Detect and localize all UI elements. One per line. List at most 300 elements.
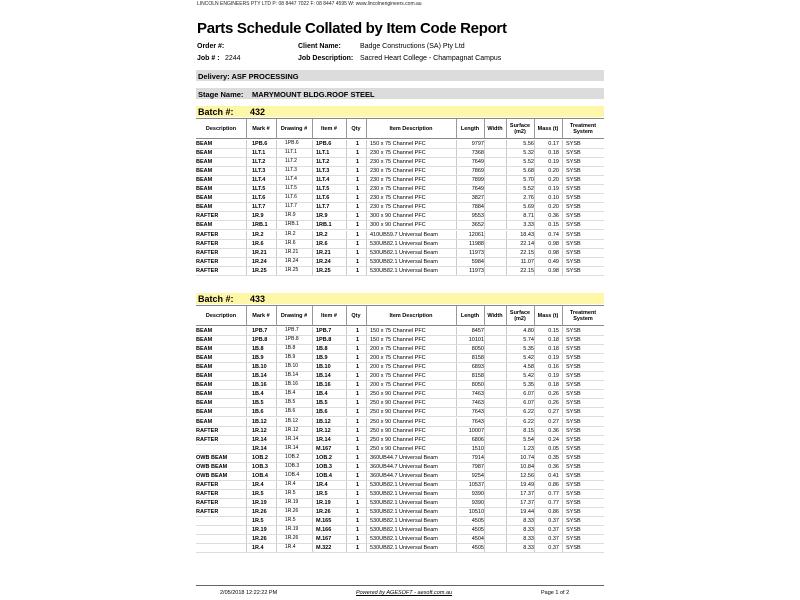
row-mark: 1B.6 xyxy=(252,409,264,416)
row-surface: 1.23 xyxy=(523,445,534,452)
row-item-description: 300 x 90 Channel PFC xyxy=(370,213,426,220)
row-item: M.167 xyxy=(316,445,332,452)
row-description: RAFTER xyxy=(196,267,219,274)
column-header-row xyxy=(196,118,604,139)
row-drawing: 1B.6 xyxy=(285,408,296,415)
table-row xyxy=(196,499,604,508)
row-surface: 5.74 xyxy=(523,337,534,344)
row-length: 11988 xyxy=(469,240,484,247)
row-treatment: SYSB xyxy=(566,346,581,353)
row-item-description: 530UB82.1 Universal Beam xyxy=(370,518,438,525)
table-row xyxy=(196,158,604,167)
row-treatment: SYSB xyxy=(566,177,581,184)
row-treatment: SYSB xyxy=(566,186,581,193)
stage-bar xyxy=(196,88,604,99)
row-item: 1R.2 xyxy=(316,231,328,238)
row-description: BEAM xyxy=(196,141,213,147)
row-drawing: 1R.9 xyxy=(285,212,296,219)
batch-label: Batch #: xyxy=(198,107,234,117)
row-mass: 0.36 xyxy=(548,427,559,434)
table-row xyxy=(196,390,604,399)
row-surface: 5.69 xyxy=(523,204,534,211)
row-surface: 8.15 xyxy=(523,427,534,434)
row-mass: 0.27 xyxy=(548,409,559,416)
row-qty: 1 xyxy=(356,373,360,380)
row-qty: 1 xyxy=(356,204,360,211)
row-mass: 0.98 xyxy=(548,240,559,247)
row-item: 1LT.4 xyxy=(316,177,330,184)
row-item: 1B.12 xyxy=(316,418,331,425)
row-item: M.322 xyxy=(316,545,332,552)
row-surface: 8.33 xyxy=(523,536,534,543)
table-row xyxy=(196,167,604,176)
row-description: BEAM xyxy=(196,177,213,184)
row-mark: 1LT.5 xyxy=(252,186,266,193)
row-length: 7463 xyxy=(471,400,484,407)
row-mass: 0.86 xyxy=(548,509,559,515)
row-mark: 1R.14 xyxy=(252,436,267,443)
row-qty: 1 xyxy=(356,481,360,488)
row-mass: 0.37 xyxy=(548,536,559,543)
column-header-row xyxy=(196,305,604,326)
batch-label: Batch #: xyxy=(198,294,234,304)
row-surface: 12.56 xyxy=(520,472,534,479)
row-qty: 1 xyxy=(356,427,360,434)
row-mass: 0.36 xyxy=(548,213,559,220)
client-value: Badge Constructions (SA) Pty Ltd xyxy=(360,43,465,50)
row-mark: 1R.21 xyxy=(252,249,267,256)
row-description: RAFTER xyxy=(196,490,219,497)
row-description: RAFTER xyxy=(196,213,219,220)
footer-divider xyxy=(196,585,604,586)
row-drawing: 1B.4 xyxy=(285,390,296,397)
table-row xyxy=(196,185,604,194)
row-description: RAFTER xyxy=(196,499,219,506)
row-treatment: SYSB xyxy=(566,141,581,147)
row-surface: 17.37 xyxy=(520,499,534,506)
row-item: 1R.21 xyxy=(316,249,331,256)
row-item: 1B.8 xyxy=(316,346,328,353)
col-item-header: Item # xyxy=(321,312,337,319)
row-treatment: SYSB xyxy=(566,382,581,389)
row-length: 8158 xyxy=(471,373,484,380)
row-surface: 8.33 xyxy=(523,518,534,525)
row-description: BEAM xyxy=(196,391,213,398)
row-surface: 22.15 xyxy=(520,267,534,274)
row-mass: 0.18 xyxy=(548,150,559,157)
col-mass-header: Mass (t) xyxy=(537,312,559,319)
row-treatment: SYSB xyxy=(566,364,581,371)
row-mass: 0.15 xyxy=(548,328,559,334)
row-mark: 1R.5 xyxy=(252,518,264,525)
row-mark: 1RB.1 xyxy=(252,222,268,229)
row-qty: 1 xyxy=(356,472,360,479)
row-mass: 0.36 xyxy=(548,463,559,470)
row-mark: 1PB.8 xyxy=(252,337,268,344)
row-mass: 0.19 xyxy=(548,159,559,166)
row-length: 9553 xyxy=(471,213,484,220)
row-mark: 1OB.2 xyxy=(252,454,268,461)
row-description: BEAM xyxy=(196,195,213,202)
row-qty: 1 xyxy=(356,400,360,407)
stage-label: Stage Name: xyxy=(198,90,244,99)
row-treatment: SYSB xyxy=(566,222,581,229)
row-item: 1OB.4 xyxy=(316,472,332,479)
row-drawing: 1R.4 xyxy=(285,480,296,487)
row-surface: 5.35 xyxy=(523,346,534,353)
row-item-description: 530UB82.1 Universal Beam xyxy=(370,509,438,515)
row-drawing: 1OB.2 xyxy=(285,453,300,460)
table-row xyxy=(196,258,604,267)
row-drawing: 1R.19 xyxy=(285,498,299,505)
row-mass: 0.05 xyxy=(548,445,559,452)
row-treatment: SYSB xyxy=(566,168,581,175)
row-mass: 0.19 xyxy=(548,186,559,193)
row-surface: 5.42 xyxy=(523,355,534,362)
row-length: 4505 xyxy=(471,545,484,552)
row-item: 1LT.7 xyxy=(316,204,330,211)
row-description: RAFTER xyxy=(196,231,219,238)
job-description-value: Sacred Heart College - Champagnat Campus xyxy=(360,55,502,62)
row-drawing: 1R.2 xyxy=(285,230,296,237)
row-item-description: 530UB82.1 Universal Beam xyxy=(370,249,438,256)
row-surface: 5.35 xyxy=(523,382,534,389)
row-item: 1B.16 xyxy=(316,382,331,389)
row-surface: 5.32 xyxy=(523,150,534,157)
row-mass: 0.37 xyxy=(548,545,559,552)
row-length: 1510 xyxy=(471,445,484,452)
row-description: BEAM xyxy=(196,222,213,229)
row-mark: 1R.2 xyxy=(252,231,264,238)
row-item-description: 200 x 75 Channel PFC xyxy=(370,382,426,389)
batch-header xyxy=(196,293,604,304)
col-drawing-header: Drawing # xyxy=(280,125,308,132)
row-length: 9390 xyxy=(471,499,484,506)
row-mass: 0.41 xyxy=(548,472,559,479)
row-drawing: 1R.24 xyxy=(285,257,299,264)
row-surface: 6.07 xyxy=(523,391,534,398)
row-mass: 0.37 xyxy=(548,518,559,525)
row-length: 7987 xyxy=(471,463,484,470)
row-mark: 1B.4 xyxy=(252,391,264,398)
row-item: 1RB.1 xyxy=(316,222,332,229)
row-description: BEAM xyxy=(196,328,213,334)
job-value: 2244 xyxy=(225,55,241,62)
page-number: Page 1 of 2 xyxy=(541,590,570,596)
col-width-header: Width xyxy=(487,312,503,319)
row-qty: 1 xyxy=(356,463,360,470)
row-item-description: 230 x 75 Channel PFC xyxy=(370,159,426,166)
row-surface: 22.15 xyxy=(520,249,534,256)
row-drawing: 1B.12 xyxy=(285,417,299,424)
col-qty-header: Qty xyxy=(351,125,361,132)
footer-timestamp: 2/05/2018 12:22:22 PM xyxy=(220,590,278,596)
row-mass: 0.20 xyxy=(548,204,559,211)
table-row xyxy=(196,231,604,240)
row-qty: 1 xyxy=(356,518,360,525)
table-row xyxy=(196,354,604,363)
row-item: 1OB.2 xyxy=(316,454,332,461)
row-treatment: SYSB xyxy=(566,258,581,265)
job-label: Job # : xyxy=(197,55,220,62)
row-mark: 1OB.3 xyxy=(252,463,268,470)
row-item: 1LT.5 xyxy=(316,186,330,193)
row-treatment: SYSB xyxy=(566,195,581,202)
row-qty: 1 xyxy=(356,527,360,534)
row-mass: 0.26 xyxy=(548,400,559,407)
row-treatment: SYSB xyxy=(566,445,581,452)
row-item: 1R.5 xyxy=(316,490,328,497)
row-length: 7463 xyxy=(471,391,484,398)
row-qty: 1 xyxy=(356,445,360,452)
company-contact-line: LINCOLN ENGINEERS PTY LTD P: 08 8447 7022 F: 08 8447 4595 W: www.lincolnengineers.com.au xyxy=(197,1,422,7)
table-row xyxy=(196,517,604,526)
col-surface-header: Surface (m2) xyxy=(509,309,531,322)
row-surface: 5.68 xyxy=(523,168,534,175)
row-drawing: 1R.21 xyxy=(285,248,299,255)
row-length: 7649 xyxy=(471,186,484,193)
row-qty: 1 xyxy=(356,213,360,220)
row-item: 1LT.6 xyxy=(316,195,330,202)
row-mark: 1R.19 xyxy=(252,499,267,506)
row-qty: 1 xyxy=(356,168,360,175)
col-treatment-header: Treatment System xyxy=(569,122,597,135)
row-length: 8050 xyxy=(471,346,484,353)
table-row xyxy=(196,408,604,417)
table-row xyxy=(196,436,604,445)
row-item: 1B.6 xyxy=(316,409,328,416)
row-item-description: 250 x 90 Channel PFC xyxy=(370,391,426,398)
row-length: 10007 xyxy=(468,427,484,434)
row-item-description: 230 x 75 Channel PFC xyxy=(370,204,426,211)
table-row xyxy=(196,544,604,553)
row-mark: 1LT.3 xyxy=(252,168,266,175)
col-length-header: Length xyxy=(460,312,480,319)
row-length: 10510 xyxy=(468,509,484,515)
row-treatment: SYSB xyxy=(566,463,581,470)
row-mass: 0.20 xyxy=(548,168,559,175)
row-length: 10537 xyxy=(468,481,484,488)
row-qty: 1 xyxy=(356,222,360,229)
row-mark: 1B.5 xyxy=(252,400,264,407)
row-treatment: SYSB xyxy=(566,373,581,380)
col-item-description-header: Item Description xyxy=(389,125,433,132)
row-item-description: 530UB82.1 Universal Beam xyxy=(370,267,438,274)
row-item-description: 360UB44.7 Universal Beam xyxy=(370,454,438,461)
row-description: BEAM xyxy=(196,186,213,193)
table-row xyxy=(196,240,604,249)
row-item: 1B.9 xyxy=(316,355,328,362)
row-item: 1R.19 xyxy=(316,499,331,506)
row-qty: 1 xyxy=(356,249,360,256)
row-item: M.165 xyxy=(316,518,332,525)
row-surface: 5.70 xyxy=(523,177,534,184)
row-description: RAFTER xyxy=(196,258,219,265)
table-row xyxy=(196,418,604,427)
row-item: 1R.4 xyxy=(316,481,328,488)
row-qty: 1 xyxy=(356,509,360,515)
row-description: BEAM xyxy=(196,418,213,425)
row-treatment: SYSB xyxy=(566,545,581,552)
batch-number: 432 xyxy=(250,107,266,117)
row-qty: 1 xyxy=(356,364,360,371)
row-treatment: SYSB xyxy=(566,150,581,157)
row-mark: 1R.26 xyxy=(252,509,267,515)
col-description-header: Description xyxy=(205,125,237,132)
stage-value: MARYMOUNT BLDG.ROOF STEEL xyxy=(252,90,375,99)
row-item-description: 530UB82.1 Universal Beam xyxy=(370,545,438,552)
table-row xyxy=(196,526,604,535)
row-qty: 1 xyxy=(356,150,360,157)
row-surface: 8.33 xyxy=(523,527,534,534)
row-item: 1PB.7 xyxy=(316,328,332,334)
row-item-description: 150 x 75 Channel PFC xyxy=(370,328,426,334)
row-item: 1OB.3 xyxy=(316,463,332,470)
table-row xyxy=(196,399,604,408)
row-drawing: 1B.8 xyxy=(285,345,296,352)
row-qty: 1 xyxy=(356,141,360,147)
row-drawing: 1LT.7 xyxy=(285,203,297,210)
row-drawing: 1PB.6 xyxy=(285,140,299,146)
row-description: RAFTER xyxy=(196,436,219,443)
row-drawing: 1B.10 xyxy=(285,363,299,370)
row-item: 1R.24 xyxy=(316,258,331,265)
row-drawing: 1R.26 xyxy=(285,535,299,542)
row-mark: 1R.9 xyxy=(252,213,264,220)
row-length: 7643 xyxy=(471,418,484,425)
row-description: BEAM xyxy=(196,159,213,166)
row-treatment: SYSB xyxy=(566,536,581,543)
row-description: BEAM xyxy=(196,150,213,157)
row-item-description: 200 x 75 Channel PFC xyxy=(370,364,426,371)
table-row xyxy=(196,336,604,345)
row-qty: 1 xyxy=(356,536,360,543)
row-item-description: 530UB82.1 Universal Beam xyxy=(370,527,438,534)
row-length: 9797 xyxy=(471,141,484,147)
table-row xyxy=(196,472,604,481)
row-mass: 0.19 xyxy=(548,355,559,362)
row-qty: 1 xyxy=(356,186,360,193)
row-item-description: 250 x 90 Channel PFC xyxy=(370,409,426,416)
row-item: 1PB.6 xyxy=(316,141,332,147)
row-treatment: SYSB xyxy=(566,418,581,425)
row-item: 1B.4 xyxy=(316,391,328,398)
row-item-description: 410UB59.7 Universal Beam xyxy=(370,231,438,238)
row-drawing: 1LT.1 xyxy=(285,149,297,156)
row-surface: 10.84 xyxy=(520,463,534,470)
row-qty: 1 xyxy=(356,240,360,247)
row-item-description: 530UB82.1 Universal Beam xyxy=(370,240,438,247)
row-treatment: SYSB xyxy=(566,240,581,247)
row-qty: 1 xyxy=(356,346,360,353)
row-surface: 5.54 xyxy=(523,436,534,443)
client-label: Client Name: xyxy=(298,43,341,50)
row-qty: 1 xyxy=(356,490,360,497)
row-item-description: 150 x 75 Channel PFC xyxy=(370,337,426,344)
row-surface: 11.07 xyxy=(520,258,534,265)
row-length: 7884 xyxy=(471,204,484,211)
col-item-header: Item # xyxy=(321,125,337,132)
row-description: BEAM xyxy=(196,204,213,211)
row-mass: 0.77 xyxy=(548,490,559,497)
col-treatment-header: Treatment System xyxy=(569,309,597,322)
col-item-description-header: Item Description xyxy=(389,312,433,319)
row-mark: 1R.26 xyxy=(252,536,267,543)
col-mass-header: Mass (t) xyxy=(537,125,559,132)
table-row xyxy=(196,212,604,221)
table-row xyxy=(196,481,604,490)
row-qty: 1 xyxy=(356,258,360,265)
powered-by-link[interactable]: Powered by AGESOFT - aesoft.com.au xyxy=(356,590,453,596)
row-length: 7869 xyxy=(471,168,484,175)
row-mark: 1LT.7 xyxy=(252,204,266,211)
row-mark: 1B.9 xyxy=(252,355,264,362)
row-item: 1PB.8 xyxy=(316,337,332,344)
table-row xyxy=(196,249,604,258)
row-treatment: SYSB xyxy=(566,355,581,362)
row-mass: 0.17 xyxy=(548,141,559,147)
row-qty: 1 xyxy=(356,499,360,506)
col-width-header: Width xyxy=(487,125,503,132)
col-qty-header: Qty xyxy=(351,312,361,319)
row-item-description: 300 x 90 Channel PFC xyxy=(370,222,426,229)
col-surface-header: Surface (m2) xyxy=(509,122,531,135)
row-item-description: 530UB82.1 Universal Beam xyxy=(370,481,438,488)
table-row xyxy=(196,535,604,544)
row-treatment: SYSB xyxy=(566,427,581,434)
table-row xyxy=(196,194,604,203)
table-row xyxy=(196,140,604,149)
row-length: 11973 xyxy=(469,249,484,256)
row-description: BEAM xyxy=(196,168,213,175)
row-mark: 1PB.6 xyxy=(252,141,268,147)
row-item-description: 230 x 75 Channel PFC xyxy=(370,150,426,157)
row-surface: 5.52 xyxy=(523,159,534,166)
row-mass: 0.35 xyxy=(548,454,559,461)
row-item-description: 250 x 90 Channel PFC xyxy=(370,427,426,434)
row-description: RAFTER xyxy=(196,427,219,434)
row-drawing: 1B.14 xyxy=(285,372,299,379)
row-length: 6806 xyxy=(471,436,484,443)
row-surface: 4.58 xyxy=(523,364,534,371)
row-description: BEAM xyxy=(196,364,213,371)
table-row xyxy=(196,372,604,381)
row-length: 8158 xyxy=(471,355,484,362)
row-drawing: 1PB.7 xyxy=(285,327,299,333)
row-mass: 0.18 xyxy=(548,337,559,344)
row-surface: 8.33 xyxy=(523,545,534,552)
row-item-description: 230 x 75 Channel PFC xyxy=(370,195,426,202)
row-description: OWB BEAM xyxy=(196,472,228,479)
row-description: BEAM xyxy=(196,382,213,389)
row-drawing: 1R.14 xyxy=(285,435,299,442)
row-surface: 8.71 xyxy=(523,213,534,220)
table-row xyxy=(196,149,604,158)
row-qty: 1 xyxy=(356,159,360,166)
row-item-description: 250 x 90 Channel PFC xyxy=(370,436,426,443)
row-mark: 1B.14 xyxy=(252,373,267,380)
row-mark: 1R.5 xyxy=(252,490,264,497)
row-surface: 6.07 xyxy=(523,400,534,407)
row-mark: 1B.16 xyxy=(252,382,267,389)
col-mark-header: Mark # xyxy=(252,312,270,319)
row-item-description: 230 x 75 Channel PFC xyxy=(370,186,426,193)
row-drawing: 1OB.3 xyxy=(285,462,300,469)
row-length: 7649 xyxy=(471,159,484,166)
row-qty: 1 xyxy=(356,177,360,184)
row-surface: 4.80 xyxy=(523,328,534,334)
row-length: 9254 xyxy=(471,472,484,479)
